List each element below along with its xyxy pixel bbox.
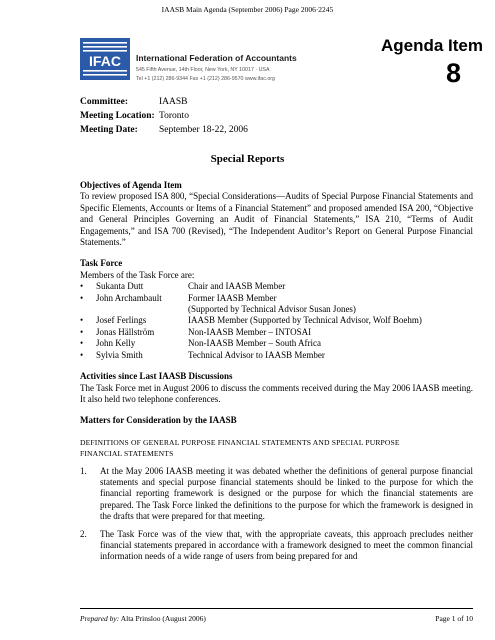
task-force-members xyxy=(80,281,473,361)
date-row xyxy=(80,123,248,137)
committee-key: Committee: xyxy=(80,97,129,107)
member-support-row xyxy=(80,304,473,315)
member-name: Sukanta Dutt xyxy=(96,281,144,292)
objectives-heading: Objectives of Agenda Item xyxy=(80,180,182,190)
footer-divider xyxy=(80,608,473,609)
task-force-heading: Task Force xyxy=(80,258,123,269)
matters-subheading xyxy=(80,437,473,460)
footer-prepared xyxy=(80,614,206,623)
member-name: Sylvia Smith xyxy=(96,349,143,360)
member-name: Josef Ferlings xyxy=(96,315,147,326)
numbered-paragraph xyxy=(80,466,473,523)
agenda-item-number: 8 xyxy=(445,58,461,88)
committee-value: IAASB xyxy=(159,97,188,107)
date-key: Meeting Date: xyxy=(80,125,138,135)
meeting-meta xyxy=(80,95,248,137)
bullet-icon: • xyxy=(80,292,84,303)
ifac-logo xyxy=(80,38,130,80)
bullet-icon: • xyxy=(80,326,84,337)
member-role: Technical Advisor to IAASB Member xyxy=(188,349,325,360)
date-value: September 18-22, 2006 xyxy=(159,125,248,135)
member-name: Jonas Hällström xyxy=(96,326,155,337)
objectives-text: To review proposed ISA 800, “Special Considerations—Audits of Special Purpose Financial Statements and Specific Elements, Accounts or Items of a Financial Statement” and proposed amended ISA 200, “Objective and General Principles Governing an Audit of Financial Statements,” ISA 210, “Terms of Audit Engagements,” and ISA 700 (Revised), “The Independent Auditor’s Report on General Purpose Financial Statements.” xyxy=(80,191,473,248)
member-row xyxy=(80,293,473,304)
member-row xyxy=(80,338,473,349)
member-role: Chair and IAASB Member xyxy=(188,281,286,292)
matters-heading: Matters for Consideration by the IAASB xyxy=(80,415,237,426)
matters-subheading-line-2: FINANCIAL STATEMENTS xyxy=(80,449,174,459)
paragraph-text: The Task Force was of the view that, with the appropriate caveats, this approach precludes neither financial statements prepared in accordance with a framework designed to meet the common financial information needs of a wide range of users from being prepared for and xyxy=(100,528,473,562)
document-title: Special Reports xyxy=(210,153,285,165)
running-header: IAASB Main Agenda (September 2006) Page 2006·2245 xyxy=(161,5,334,14)
page-number: Page 1 of 10 xyxy=(435,614,473,623)
prepared-by: Alta Prinsloo (August 2006) xyxy=(120,614,206,623)
bullet-icon: • xyxy=(80,281,84,292)
bullet-icon: • xyxy=(80,315,84,326)
org-contact: Tel +1 (212) 286-9344 Fax +1 (212) 286-9570 www.ifac.org xyxy=(136,76,275,82)
bullet-icon: • xyxy=(80,338,84,349)
member-role: Former IAASB Member xyxy=(188,292,277,303)
member-row xyxy=(80,350,473,361)
numbered-paragraph xyxy=(80,529,473,563)
agenda-item-label: Agenda Item xyxy=(380,36,483,55)
matters-subheading-line-1: DEFINITIONS OF GENERAL PURPOSE FINANCIAL STATEMENTS AND SPECIAL PURPOSE xyxy=(80,437,400,447)
svg-text:IFAC: IFAC xyxy=(89,53,121,69)
activities-heading: Activities since Last IAASB Discussions xyxy=(80,371,233,382)
activities-text: The Task Force met in August 2006 to discuss the comments received during the May 2006 IAASB meeting. It also held two telephone conferences. xyxy=(80,382,473,404)
member-role: IAASB Member (Supported by Technical Advisor, Wolf Boehm) xyxy=(188,315,422,326)
paragraph-number: 2. xyxy=(80,528,87,539)
committee-row xyxy=(80,95,248,109)
task-force-intro: Members of the Task Force are: xyxy=(80,269,195,280)
location-row xyxy=(80,109,248,123)
member-row xyxy=(80,315,473,326)
member-row xyxy=(80,281,473,292)
bullet-icon: • xyxy=(80,349,84,360)
paragraph-text: At the May 2006 IAASB meeting it was debated whether the definitions of general purpose financial statements and special purpose financial statements should be linked to the purpose for which the financial reporting framework is designed or the purpose for which the financial statements are prepared. The Task Force linked the definitions to the purpose for which the framework is designed in the drafts that were prepared for that meeting. xyxy=(100,465,473,522)
location-value: Toronto xyxy=(159,111,189,121)
member-row xyxy=(80,327,473,338)
member-name: John Kelly xyxy=(96,338,136,349)
prepared-label: Prepared by: xyxy=(80,614,120,623)
paragraph-number: 1. xyxy=(80,465,87,476)
member-support-note: (Supported by Technical Advisor Susan Jones) xyxy=(188,304,356,315)
location-key: Meeting Location: xyxy=(80,111,155,121)
member-role: Non-IAASB Member – INTOSAI xyxy=(188,326,312,337)
org-address: 545 Fifth Avenue, 14th Floor, New York, NY 10017 · USA xyxy=(136,67,270,73)
ifac-letterhead xyxy=(80,38,350,86)
document-body xyxy=(80,180,473,563)
member-role: Non-IAASB Member – South Africa xyxy=(188,338,321,349)
member-name: John Archambault xyxy=(96,292,162,303)
org-name: International Federation of Accountants xyxy=(136,53,297,63)
